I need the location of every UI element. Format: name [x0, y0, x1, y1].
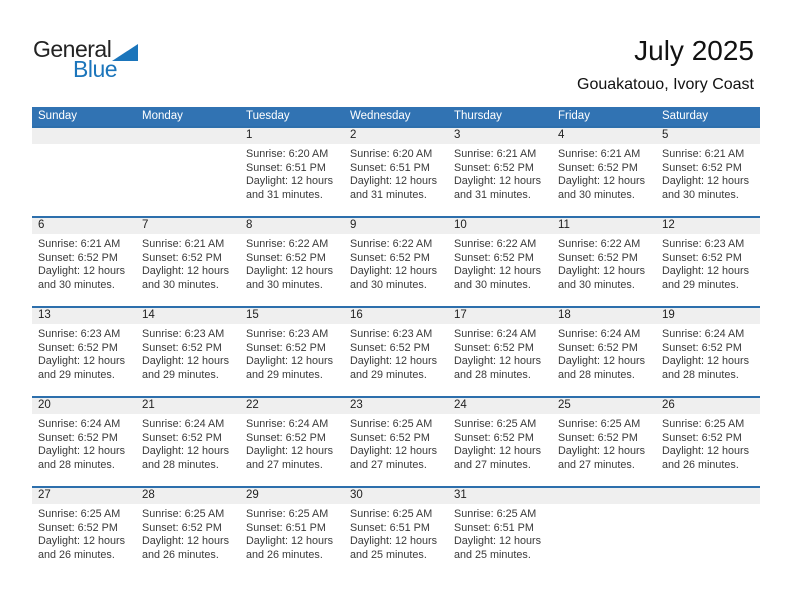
- day-cell-empty: [656, 488, 760, 576]
- detail-line: Sunrise: 6:25 AM: [662, 418, 745, 430]
- detail-line: and 27 minutes.: [350, 458, 427, 471]
- day-cell-16: [344, 308, 448, 396]
- day-details: [656, 234, 760, 292]
- day-cell-20: [32, 398, 136, 486]
- detail-line: Sunset: 6:51 PM: [350, 161, 430, 174]
- day-number: [32, 128, 136, 144]
- detail-line: and 31 minutes.: [246, 188, 323, 201]
- day-number: [552, 488, 656, 504]
- weekday-header-saturday: Saturday: [662, 110, 709, 122]
- detail-line: and 31 minutes.: [350, 188, 427, 201]
- day-number: 16: [344, 308, 448, 324]
- day-cell-4: [552, 128, 656, 216]
- day-number: 6: [32, 218, 136, 234]
- detail-line: and 30 minutes.: [558, 278, 635, 291]
- day-cell-29: [240, 488, 344, 576]
- detail-line: Daylight: 12 hours: [246, 265, 334, 278]
- day-details: [240, 234, 344, 292]
- weekday-header-sunday: Sunday: [38, 110, 78, 122]
- detail-line: Sunrise: 6:24 AM: [662, 328, 745, 340]
- detail-line: Daylight: 12 hours: [558, 445, 646, 458]
- detail-line: Sunrise: 6:23 AM: [662, 238, 745, 250]
- detail-line: Daylight: 12 hours: [558, 175, 646, 188]
- detail-line: and 30 minutes.: [454, 278, 531, 291]
- detail-line: Sunset: 6:52 PM: [246, 251, 326, 264]
- calendar-table: [32, 107, 760, 576]
- logo-text-general: General: [33, 36, 112, 62]
- day-cell-empty: [552, 488, 656, 576]
- detail-line: Sunset: 6:52 PM: [662, 341, 742, 354]
- day-details: [240, 324, 344, 382]
- detail-line: Sunrise: 6:22 AM: [350, 238, 433, 250]
- detail-line: Sunset: 6:52 PM: [558, 431, 638, 444]
- detail-line: Sunrise: 6:23 AM: [246, 328, 329, 340]
- detail-line: Sunset: 6:52 PM: [38, 341, 118, 354]
- day-number: 26: [656, 398, 760, 414]
- day-number: 9: [344, 218, 448, 234]
- day-number: 27: [32, 488, 136, 504]
- day-cell-empty: [136, 128, 240, 216]
- day-details: [656, 504, 760, 508]
- detail-line: Daylight: 12 hours: [454, 535, 542, 548]
- day-number: 28: [136, 488, 240, 504]
- day-number: 30: [344, 488, 448, 504]
- detail-line: Sunset: 6:52 PM: [38, 431, 118, 444]
- day-number: 29: [240, 488, 344, 504]
- day-details: [552, 234, 656, 292]
- day-number: 22: [240, 398, 344, 414]
- day-number: 10: [448, 218, 552, 234]
- day-details: [32, 144, 136, 148]
- detail-line: Daylight: 12 hours: [350, 535, 438, 548]
- detail-line: Daylight: 12 hours: [662, 355, 750, 368]
- week-row: [32, 126, 760, 216]
- detail-line: Sunrise: 6:25 AM: [350, 418, 433, 430]
- detail-line: and 28 minutes.: [558, 368, 635, 381]
- detail-line: Sunrise: 6:25 AM: [454, 418, 537, 430]
- day-details: [344, 504, 448, 562]
- detail-line: and 25 minutes.: [350, 548, 427, 561]
- day-details: [344, 414, 448, 472]
- day-cell-3: [448, 128, 552, 216]
- day-cell-26: [656, 398, 760, 486]
- day-number: 8: [240, 218, 344, 234]
- detail-line: Sunset: 6:52 PM: [38, 251, 118, 264]
- day-details: [344, 324, 448, 382]
- day-cell-9: [344, 218, 448, 306]
- detail-line: Sunset: 6:52 PM: [454, 341, 534, 354]
- day-details: [344, 234, 448, 292]
- day-number: 15: [240, 308, 344, 324]
- day-cell-8: [240, 218, 344, 306]
- detail-line: Sunrise: 6:20 AM: [350, 148, 433, 160]
- detail-line: and 28 minutes.: [142, 458, 219, 471]
- day-details: [136, 144, 240, 148]
- detail-line: and 27 minutes.: [246, 458, 323, 471]
- detail-line: and 30 minutes.: [350, 278, 427, 291]
- week-row: [32, 396, 760, 486]
- day-details: [552, 324, 656, 382]
- detail-line: Sunrise: 6:21 AM: [38, 238, 121, 250]
- week-row: [32, 216, 760, 306]
- detail-line: Daylight: 12 hours: [246, 535, 334, 548]
- day-number: 1: [240, 128, 344, 144]
- detail-line: Sunset: 6:52 PM: [558, 161, 638, 174]
- day-details: [136, 324, 240, 382]
- detail-line: Sunrise: 6:24 AM: [558, 328, 641, 340]
- detail-line: Sunrise: 6:21 AM: [662, 148, 745, 160]
- detail-line: Sunset: 6:51 PM: [454, 521, 534, 534]
- day-number: 31: [448, 488, 552, 504]
- day-cell-12: [656, 218, 760, 306]
- detail-line: Sunrise: 6:24 AM: [454, 328, 537, 340]
- day-number: 20: [32, 398, 136, 414]
- detail-line: Sunrise: 6:21 AM: [454, 148, 537, 160]
- detail-line: and 30 minutes.: [558, 188, 635, 201]
- weekday-header-thursday: Thursday: [454, 110, 502, 122]
- detail-line: Daylight: 12 hours: [38, 445, 126, 458]
- detail-line: Daylight: 12 hours: [38, 265, 126, 278]
- detail-line: Sunset: 6:52 PM: [662, 251, 742, 264]
- day-details: [448, 414, 552, 472]
- detail-line: Sunset: 6:52 PM: [454, 251, 534, 264]
- weekday-header-friday: Friday: [558, 110, 590, 122]
- detail-line: and 29 minutes.: [142, 368, 219, 381]
- detail-line: Sunrise: 6:20 AM: [246, 148, 329, 160]
- detail-line: and 28 minutes.: [454, 368, 531, 381]
- detail-line: Daylight: 12 hours: [558, 265, 646, 278]
- detail-line: Sunset: 6:51 PM: [246, 521, 326, 534]
- day-number: 24: [448, 398, 552, 414]
- detail-line: Daylight: 12 hours: [38, 355, 126, 368]
- detail-line: Sunrise: 6:25 AM: [142, 508, 225, 520]
- day-number: 23: [344, 398, 448, 414]
- day-cell-25: [552, 398, 656, 486]
- weekday-header-row: [32, 107, 760, 126]
- detail-line: Daylight: 12 hours: [350, 175, 438, 188]
- day-details: [552, 144, 656, 202]
- detail-line: Sunset: 6:52 PM: [350, 341, 430, 354]
- detail-line: Sunrise: 6:25 AM: [558, 418, 641, 430]
- day-cell-22: [240, 398, 344, 486]
- day-details: [32, 234, 136, 292]
- detail-line: and 28 minutes.: [38, 458, 115, 471]
- day-number: 11: [552, 218, 656, 234]
- detail-line: and 26 minutes.: [246, 548, 323, 561]
- detail-line: Sunset: 6:52 PM: [558, 251, 638, 264]
- day-details: [136, 504, 240, 562]
- detail-line: Sunset: 6:51 PM: [350, 521, 430, 534]
- day-number: 12: [656, 218, 760, 234]
- detail-line: and 30 minutes.: [246, 278, 323, 291]
- day-details: [344, 144, 448, 202]
- day-details: [240, 144, 344, 202]
- day-number: 5: [656, 128, 760, 144]
- day-details: [32, 324, 136, 382]
- detail-line: and 30 minutes.: [662, 188, 739, 201]
- day-details: [240, 414, 344, 472]
- detail-line: and 29 minutes.: [350, 368, 427, 381]
- detail-line: Daylight: 12 hours: [142, 355, 230, 368]
- day-cell-15: [240, 308, 344, 396]
- weekday-header-wednesday: Wednesday: [350, 110, 411, 122]
- detail-line: and 26 minutes.: [142, 548, 219, 561]
- day-cell-1: [240, 128, 344, 216]
- detail-line: Daylight: 12 hours: [454, 355, 542, 368]
- detail-line: Sunset: 6:51 PM: [246, 161, 326, 174]
- day-number: 25: [552, 398, 656, 414]
- detail-line: Daylight: 12 hours: [350, 265, 438, 278]
- day-number: [656, 488, 760, 504]
- detail-line: Sunset: 6:52 PM: [454, 161, 534, 174]
- day-details: [552, 504, 656, 508]
- detail-line: Sunrise: 6:25 AM: [454, 508, 537, 520]
- detail-line: Sunrise: 6:22 AM: [454, 238, 537, 250]
- detail-line: Sunrise: 6:23 AM: [38, 328, 121, 340]
- day-details: [656, 324, 760, 382]
- day-cell-28: [136, 488, 240, 576]
- week-row: [32, 306, 760, 396]
- detail-line: Daylight: 12 hours: [558, 355, 646, 368]
- page-subtitle: Gouakatouo, Ivory Coast: [577, 75, 754, 93]
- detail-line: Sunrise: 6:22 AM: [246, 238, 329, 250]
- page-title: July 2025: [634, 35, 754, 66]
- detail-line: Sunrise: 6:24 AM: [142, 418, 225, 430]
- detail-line: and 25 minutes.: [454, 548, 531, 561]
- day-cell-30: [344, 488, 448, 576]
- title-block: [577, 36, 754, 94]
- day-details: [448, 324, 552, 382]
- detail-line: Sunrise: 6:23 AM: [350, 328, 433, 340]
- day-details: [552, 414, 656, 472]
- detail-line: Sunrise: 6:23 AM: [142, 328, 225, 340]
- detail-line: Sunrise: 6:21 AM: [558, 148, 641, 160]
- day-cell-13: [32, 308, 136, 396]
- detail-line: Daylight: 12 hours: [350, 355, 438, 368]
- day-cell-21: [136, 398, 240, 486]
- day-cell-27: [32, 488, 136, 576]
- detail-line: Daylight: 12 hours: [246, 355, 334, 368]
- day-number: 18: [552, 308, 656, 324]
- day-details: [136, 234, 240, 292]
- detail-line: Sunset: 6:52 PM: [38, 521, 118, 534]
- detail-line: Daylight: 12 hours: [246, 445, 334, 458]
- detail-line: and 28 minutes.: [662, 368, 739, 381]
- day-cell-5: [656, 128, 760, 216]
- day-details: [240, 504, 344, 562]
- detail-line: Sunset: 6:52 PM: [350, 431, 430, 444]
- calendar-weeks: [32, 126, 760, 576]
- weekday-header-monday: Monday: [142, 110, 183, 122]
- day-details: [32, 504, 136, 562]
- general-blue-logo: [33, 38, 138, 81]
- detail-line: Sunrise: 6:25 AM: [246, 508, 329, 520]
- day-details: [656, 144, 760, 202]
- detail-line: Daylight: 12 hours: [662, 265, 750, 278]
- day-number: 21: [136, 398, 240, 414]
- detail-line: and 26 minutes.: [662, 458, 739, 471]
- detail-line: Daylight: 12 hours: [662, 445, 750, 458]
- day-number: 14: [136, 308, 240, 324]
- detail-line: and 31 minutes.: [454, 188, 531, 201]
- detail-line: Daylight: 12 hours: [454, 445, 542, 458]
- detail-line: Daylight: 12 hours: [142, 535, 230, 548]
- day-details: [448, 144, 552, 202]
- day-cell-14: [136, 308, 240, 396]
- detail-line: Daylight: 12 hours: [454, 265, 542, 278]
- day-number: 3: [448, 128, 552, 144]
- day-number: 4: [552, 128, 656, 144]
- detail-line: Sunrise: 6:22 AM: [558, 238, 641, 250]
- detail-line: Daylight: 12 hours: [350, 445, 438, 458]
- detail-line: Sunset: 6:52 PM: [350, 251, 430, 264]
- detail-line: Sunset: 6:52 PM: [454, 431, 534, 444]
- day-cell-empty: [32, 128, 136, 216]
- day-cell-18: [552, 308, 656, 396]
- day-cell-10: [448, 218, 552, 306]
- day-cell-11: [552, 218, 656, 306]
- detail-line: Sunset: 6:52 PM: [142, 521, 222, 534]
- detail-line: Sunset: 6:52 PM: [246, 341, 326, 354]
- day-number: 19: [656, 308, 760, 324]
- day-details: [448, 234, 552, 292]
- detail-line: Sunrise: 6:25 AM: [350, 508, 433, 520]
- weekday-header-tuesday: Tuesday: [246, 110, 290, 122]
- detail-line: and 27 minutes.: [454, 458, 531, 471]
- detail-line: and 30 minutes.: [142, 278, 219, 291]
- day-number: 13: [32, 308, 136, 324]
- detail-line: and 26 minutes.: [38, 548, 115, 561]
- detail-line: and 30 minutes.: [38, 278, 115, 291]
- detail-line: Sunset: 6:52 PM: [142, 251, 222, 264]
- detail-line: Daylight: 12 hours: [662, 175, 750, 188]
- detail-line: Sunset: 6:52 PM: [246, 431, 326, 444]
- day-number: 17: [448, 308, 552, 324]
- day-cell-6: [32, 218, 136, 306]
- detail-line: Sunrise: 6:25 AM: [38, 508, 121, 520]
- day-cell-17: [448, 308, 552, 396]
- detail-line: Sunrise: 6:24 AM: [38, 418, 121, 430]
- detail-line: Daylight: 12 hours: [142, 445, 230, 458]
- detail-line: and 27 minutes.: [558, 458, 635, 471]
- detail-line: and 29 minutes.: [246, 368, 323, 381]
- day-number: 7: [136, 218, 240, 234]
- detail-line: Daylight: 12 hours: [454, 175, 542, 188]
- day-number: [136, 128, 240, 144]
- day-cell-23: [344, 398, 448, 486]
- day-details: [32, 414, 136, 472]
- detail-line: Daylight: 12 hours: [246, 175, 334, 188]
- detail-line: Sunset: 6:52 PM: [662, 431, 742, 444]
- week-row: [32, 486, 760, 576]
- detail-line: Daylight: 12 hours: [38, 535, 126, 548]
- day-details: [656, 414, 760, 472]
- day-cell-31: [448, 488, 552, 576]
- detail-line: Sunrise: 6:21 AM: [142, 238, 225, 250]
- detail-line: Sunrise: 6:24 AM: [246, 418, 329, 430]
- day-cell-19: [656, 308, 760, 396]
- day-details: [448, 504, 552, 562]
- day-cell-24: [448, 398, 552, 486]
- detail-line: and 29 minutes.: [662, 278, 739, 291]
- detail-line: Sunset: 6:52 PM: [558, 341, 638, 354]
- detail-line: Daylight: 12 hours: [142, 265, 230, 278]
- detail-line: Sunset: 6:52 PM: [142, 341, 222, 354]
- day-cell-2: [344, 128, 448, 216]
- detail-line: Sunset: 6:52 PM: [662, 161, 742, 174]
- day-details: [136, 414, 240, 472]
- day-cell-7: [136, 218, 240, 306]
- day-number: 2: [344, 128, 448, 144]
- detail-line: Sunset: 6:52 PM: [142, 431, 222, 444]
- logo-text-blue: Blue: [73, 56, 118, 82]
- detail-line: and 29 minutes.: [38, 368, 115, 381]
